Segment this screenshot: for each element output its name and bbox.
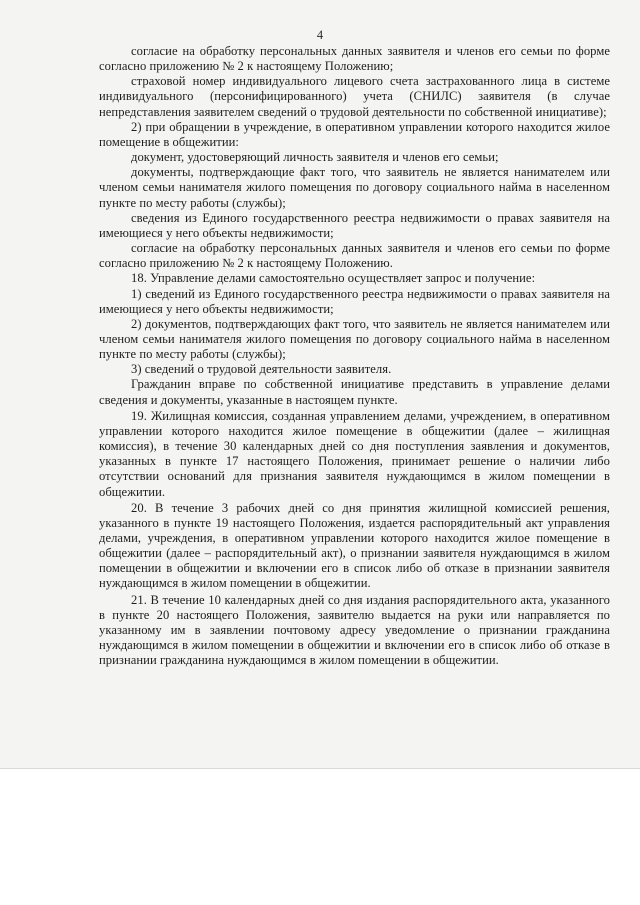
paragraph-tenant-documents: документы, подтверждающие факт того, что заявитель не является нанимателем или членом семьи нанимателя жилого помещения по договору социального найма в населенном пункте по месту работы (службы); <box>99 165 610 210</box>
paragraph-clause-20: 20. В течение 3 рабочих дней со дня принятия жилищной комиссией решения, указанного в пункте 19 настоящего Положения, издается распорядительный акт управления делами, учреждения, в оперативном управлении которого находится жилое помещение в общежитии (далее – распорядительный акт), о признании заявителя нуждающимся в жилом помещении в общежитии и включении его в список либо об отказе в признании заявителя нуждающимся в жилом помещении в общежитии. <box>99 500 610 591</box>
paragraph-clause-18: 18. Управление делами самостоятельно осуществляет запрос и получение: <box>131 271 536 286</box>
document-body <box>99 44 610 668</box>
paragraph-consent-1: согласие на обработку персональных данных заявителя и членов его семьи по форме согласно приложению № 2 к настоящему Положению; <box>99 44 610 74</box>
paragraph-item-2: 2) при обращении в учреждение, в оперативном управлении которого находится жилое помещение в общежитии: <box>99 119 610 149</box>
paragraph-clause-18-item-3: 3) сведений о трудовой деятельности заявителя. <box>131 362 392 377</box>
paragraph-identity-document: документ, удостоверяющий личность заявителя и членов его семьи; <box>131 150 499 165</box>
paragraph-citizen-right: Гражданин вправе по собственной инициативе представить в управление делами сведения и документы, указанные в настоящем пункте. <box>99 377 610 407</box>
paragraph-clause-21: 21. В течение 10 календарных дней со дня издания распорядительного акта, указанного в пункте 20 настоящего Положения, заявителю выдается на руки или направляется по указанному им в заявлении почтовому адресу уведомление о признании гражданина нуждающимся в жилом помещении в общежитии и включении его в список либо об отказе в признании гражданина нуждающимся в жилом помещении в общежитии. <box>99 592 610 668</box>
page-number: 4 <box>316 28 324 42</box>
blank-area <box>0 769 640 905</box>
paragraph-registry-info: сведения из Единого государственного реестра недвижимости о правах заявителя на имеющиеся у него объекты недвижимости; <box>99 210 610 240</box>
paragraph-clause-19: 19. Жилищная комиссия, созданная управлением делами, учреждением, в оперативном управлении которого находится жилое помещение в общежитии (далее – жилищная комиссия), в течение 30 календарных дней со дня поступления заявления и документов, указанных в пункте 17 настоящего Положения, принимает решение о наличии либо отсутствии оснований для признания заявителя нуждающимся в жилом помещении в общежитии. <box>99 408 610 499</box>
paragraph-consent-2: согласие на обработку персональных данных заявителя и членов его семьи по форме согласно приложению № 2 к настоящему Положению. <box>99 241 610 271</box>
paragraph-clause-18-item-1: 1) сведений из Единого государственного реестра недвижимости о правах заявителя на имеющиеся у него объекты недвижимости; <box>99 286 610 316</box>
paragraph-clause-18-item-2: 2) документов, подтверждающих факт того, что заявитель не является нанимателем или членом семьи нанимателя жилого помещения по договору социального найма в населенном пункте по месту работы (службы); <box>99 316 610 362</box>
paragraph-snils: страховой номер индивидуального лицевого счета застрахованного лица в системе индивидуального (персонифицированного) учета (СНИЛС) заявителя (в случае непредставления заявителем сведений о трудовой деятельности по собственной инициативе); <box>99 74 610 119</box>
